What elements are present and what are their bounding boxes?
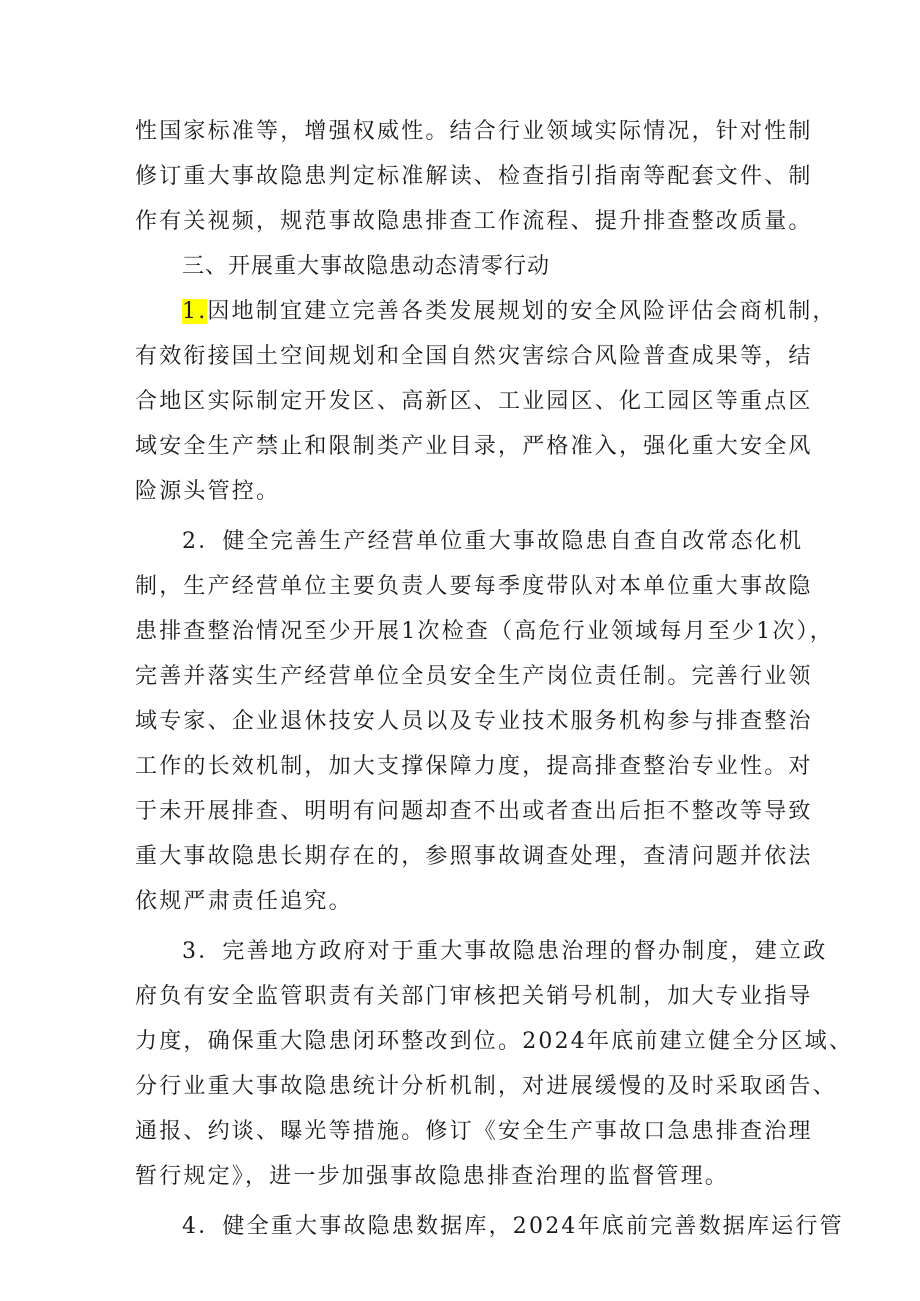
text-line: 修订重大事故隐患判定标准解读、检查指引指南等配套文件、制 [135, 164, 813, 189]
text-line: 2．健全完善生产经营单位重大事故隐患自查自改常态化机 [182, 529, 804, 554]
text-line: 府负有安全监管职责有关部门审核把关销号机制，加大专业指导 [135, 984, 813, 1009]
text-line: 合地区实际制定开发区、高新区、工业园区、化工园区等重点区 [135, 389, 813, 414]
text-fragment: 因地制宜建立完善各类发展规划的安全风险评估会商机制， [207, 299, 837, 324]
text-line: 完善并落实生产经营单位全员安全生产岗位责任制。完善行业领 [135, 664, 813, 689]
text-line: 域安全生产禁止和限制类产业目录，严格准入，强化重大安全风 [135, 434, 813, 459]
text-line: 性国家标准等，增强权威性。结合行业领域实际情况，针对性制 [135, 119, 813, 144]
highlighted-number: 1. [182, 299, 208, 324]
section-heading: 三、开展重大事故隐患动态清零行动 [182, 254, 551, 279]
text-line: 3．完善地方政府对于重大事故隐患治理的督办制度，建立政 [182, 939, 828, 964]
text-line: 患排查整治情况至少开展1次检查（高危行业领域每月至少1次）， [135, 619, 834, 644]
text-line: 作有关视频，规范事故隐患排查工作流程、提升排查整改质量。 [135, 209, 813, 234]
item-1-first-line [182, 292, 837, 332]
text-line: 重大事故隐患长期存在的，参照事故调查处理，查清问题并依法 [135, 844, 813, 869]
text-line: 于未开展排查、明明有问题却查不出或者查出后拒不整改等导致 [135, 799, 813, 824]
text-line: 依规严肃责任追究。 [135, 889, 353, 914]
text-line: 暂行规定》，进一步加强事故隐患排查治理的监督管理。 [135, 1164, 730, 1189]
text-line: 通报、约谈、曝光等措施。修订《安全生产事故口急患排查治理 [135, 1119, 813, 1144]
text-line: 分行业重大事故隐患统计分析机制，对进展缓慢的及时采取函告、 [135, 1074, 837, 1099]
text-line: 域专家、企业退休技安人员以及专业技术服务机构参与排查整治 [135, 709, 813, 734]
text-line: 4．健全重大事故隐患数据库，2024年底前完善数据库运行管 [182, 1214, 844, 1239]
text-line: 力度，确保重大隐患闭环整改到位。2024年底前建立健全分区域、 [135, 1029, 854, 1054]
text-line: 制，生产经营单位主要负责人要每季度带队对本单位重大事故隐 [135, 574, 813, 599]
text-line: 有效衔接国土空间规划和全国自然灾害综合风险普查成果等，结 [135, 344, 813, 369]
text-line: 工作的长效机制，加大支撑保障力度，提高排查整治专业性。对 [135, 754, 813, 779]
text-line: 险源头管控。 [135, 479, 281, 504]
